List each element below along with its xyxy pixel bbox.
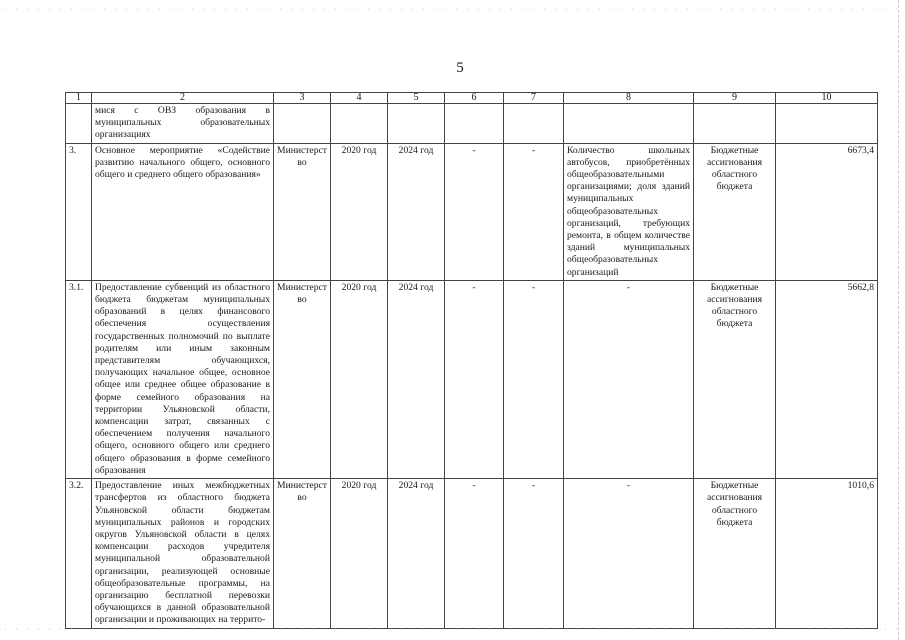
column-7-cell: - <box>504 280 564 478</box>
amount-cell: 5662,8 <box>776 280 878 478</box>
table-row <box>66 143 878 280</box>
funding-source-cell: Бюджетные ассигнования областного бюджета <box>694 280 776 478</box>
end-year-cell: 2024 год <box>388 143 445 280</box>
end-year-cell: 2024 год <box>388 479 445 628</box>
header-cell: 7 <box>504 93 564 104</box>
column-7-cell: - <box>504 479 564 628</box>
row-number-cell: 3.2. <box>66 479 92 628</box>
executor-cell <box>274 104 331 144</box>
row-number-cell <box>66 104 92 144</box>
indicator-cell: - <box>564 479 694 628</box>
start-year-cell <box>331 104 388 144</box>
scan-artifact-top <box>0 8 905 10</box>
funding-source-cell <box>694 104 776 144</box>
scan-artifact-bottom <box>0 628 905 630</box>
header-cell: 8 <box>564 93 694 104</box>
amount-cell <box>776 104 878 144</box>
column-6-cell: - <box>445 479 504 628</box>
amount-cell: 6673,4 <box>776 143 878 280</box>
page-number: 5 <box>456 60 464 76</box>
row-number-cell: 3.1. <box>66 280 92 478</box>
column-6-cell: - <box>445 143 504 280</box>
measure-name-cell: Предоставление иных межбюджетных трансфертов из областного бюджета Ульяновской области бюджетам муниципальных районов и городских округов Ульяновской области в целях компенсации расходов учредителя муниципальной образовательной организации, реализующей основные общеобразовательные программы, на организацию бесплатной перевозки обучающихся в данной образовательной организации и проживающих на террито- <box>92 479 274 628</box>
header-cell: 2 <box>92 93 274 104</box>
header-cell: 4 <box>331 93 388 104</box>
end-year-cell <box>388 104 445 144</box>
program-table <box>65 92 878 629</box>
table-row <box>66 479 878 628</box>
column-6-cell: - <box>445 280 504 478</box>
column-6-cell <box>445 104 504 144</box>
row-number-cell: 3. <box>66 143 92 280</box>
funding-source-cell: Бюджетные ассигнования областного бюджета <box>694 479 776 628</box>
measure-name-cell: мися с ОВЗ образования в муниципальных образовательных организациях <box>92 104 274 144</box>
end-year-cell: 2024 год <box>388 280 445 478</box>
table-row <box>66 104 878 144</box>
table-header-row <box>66 93 878 104</box>
executor-cell: Министерство <box>274 280 331 478</box>
indicator-cell: - <box>564 280 694 478</box>
header-cell: 1 <box>66 93 92 104</box>
header-cell: 10 <box>776 93 878 104</box>
start-year-cell: 2020 год <box>331 479 388 628</box>
scan-page-edge <box>897 0 899 640</box>
executor-cell: Министерство <box>274 479 331 628</box>
indicator-cell: Количество школьных автобусов, приобретённых общеобразовательными организациями; доля зданий муниципальных общеобразовательных организаций, требующих ремонта, в общем количестве зданий муниципальных общеобразовательных организаций <box>564 143 694 280</box>
executor-cell: Министерство <box>274 143 331 280</box>
table-row <box>66 280 878 478</box>
measure-name-cell: Предоставление субвенций из областного бюджета бюджетам муниципальных образований в целях финансового обеспечения осуществления государственных полномочий по выплате родителям или иным законным представителям обучающихся, получающих начальное общее, основное общее или среднее общее образование в форме семейного образования на территории Ульяновской области, компенсации затрат, связанных с обеспечением получения начального общего, основного общего или среднего общего образования в форме семейного образования <box>92 280 274 478</box>
header-cell: 3 <box>274 93 331 104</box>
header-cell: 9 <box>694 93 776 104</box>
column-7-cell <box>504 104 564 144</box>
column-7-cell: - <box>504 143 564 280</box>
start-year-cell: 2020 год <box>331 143 388 280</box>
header-cell: 5 <box>388 93 445 104</box>
indicator-cell <box>564 104 694 144</box>
funding-source-cell: Бюджетные ассигнования областного бюджета <box>694 143 776 280</box>
measure-name-cell: Основное мероприятие «Содействие развитию начального общего, основного общего и среднего общего образования» <box>92 143 274 280</box>
start-year-cell: 2020 год <box>331 280 388 478</box>
header-cell: 6 <box>445 93 504 104</box>
amount-cell: 1010,6 <box>776 479 878 628</box>
